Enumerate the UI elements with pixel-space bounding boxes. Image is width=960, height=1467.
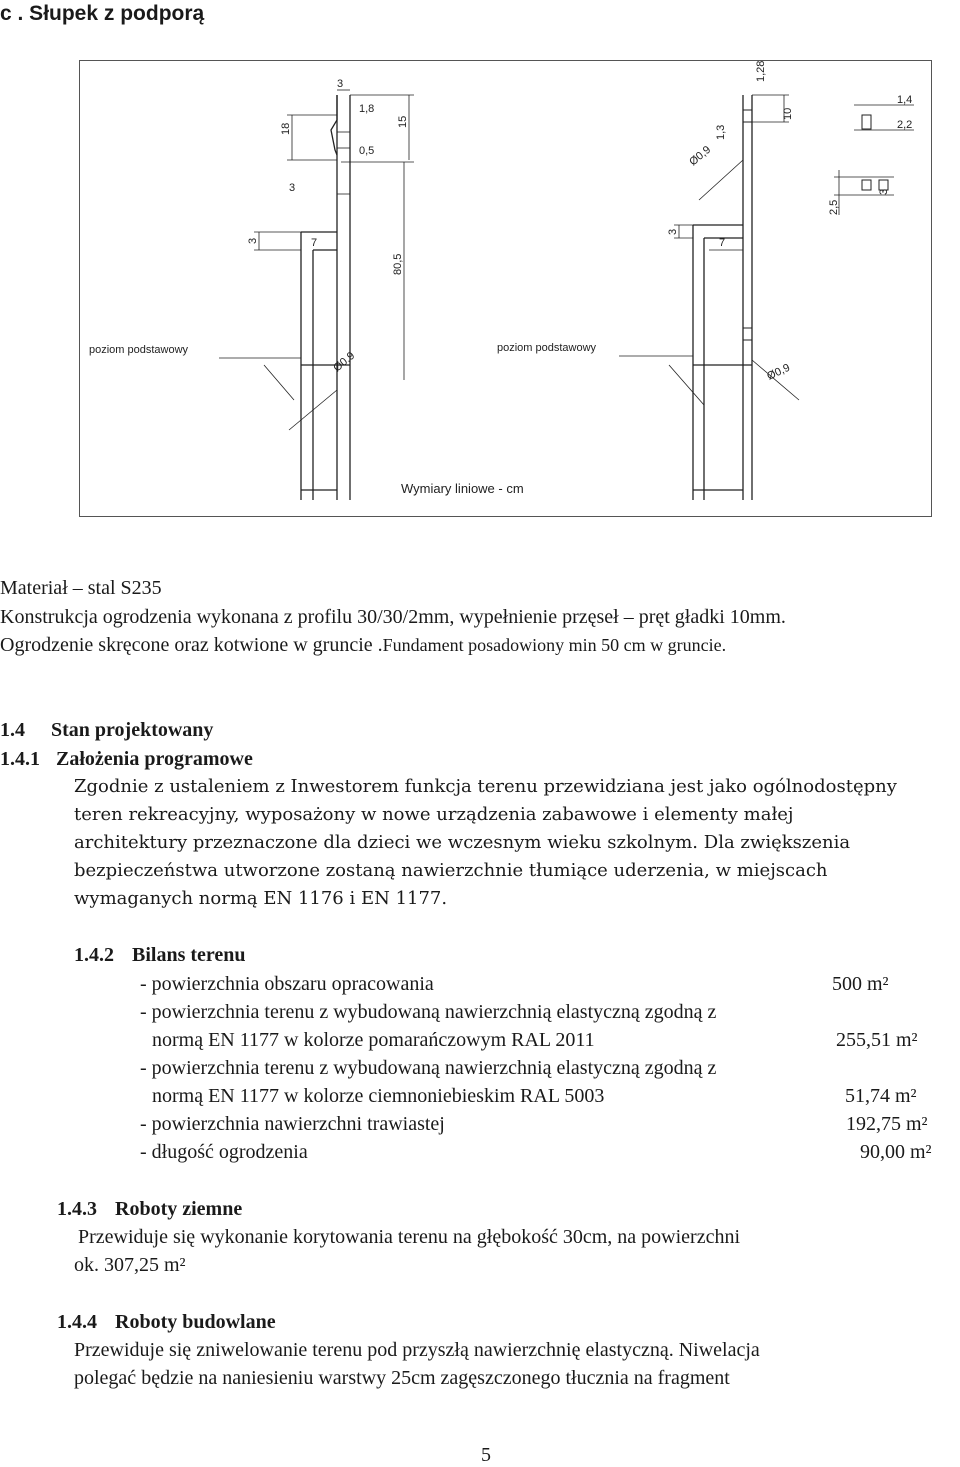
- balance-row: - powierzchnia terenu z wybudowaną nawierzchnią elastyczną zgodną z: [140, 1001, 717, 1023]
- dim-label: 0,5: [359, 145, 375, 157]
- paragraph-line: teren rekreacyjny, wyposażony w nowe urządzenia zabawowe i elementy małej: [74, 804, 794, 825]
- balance-value: 192,75 m²: [846, 1113, 928, 1135]
- paragraph-part: architektury przeznaczone dla dzieci we wczesnym wieku szkolnym.: [74, 832, 699, 853]
- dim-label: 1,8: [359, 103, 375, 115]
- balance-row: - powierzchnia terenu z wybudowaną nawierzchnią elastyczną zgodną z: [140, 1057, 717, 1079]
- paragraph-line: Zgodnie z ustaleniem z Inwestorem funkcja terenu przewidziana jest jako ogólnodostępny: [74, 776, 897, 797]
- section-title: Stan projektowany: [51, 719, 214, 741]
- paragraph-line: [74, 832, 850, 853]
- section-1-4-4: [57, 1311, 276, 1334]
- balance-row: normą EN 1177 w kolorze ciemnoniebieskim RAL 5003: [152, 1085, 605, 1107]
- section-number: 1.4: [0, 719, 25, 741]
- balance-row: normą EN 1177 w kolorze pomarańczowym RAL 2011: [152, 1029, 595, 1051]
- section-1-4: [0, 719, 213, 742]
- balance-row: - długość ogrodzenia: [140, 1141, 308, 1163]
- dim-label: 2,5: [828, 199, 840, 215]
- section-title: Założenia programowe: [56, 748, 253, 770]
- balance-value: 90,00 m²: [860, 1141, 932, 1163]
- dim-label: 2,2: [897, 119, 913, 131]
- dim-label: Ø0,9: [331, 349, 358, 375]
- material-line-a: Ogrodzenie skręcone oraz kotwione w gruncie .: [0, 634, 383, 656]
- section-title: Bilans terenu: [132, 944, 246, 966]
- section-1-4-3: [57, 1198, 242, 1221]
- material-line: Konstrukcja ogrodzenia wykonana z profilu 30/30/2mm, wypełnienie przęseł – pręt gładki 10mm.: [0, 606, 786, 628]
- material-line: Materiał – stal S235: [0, 577, 162, 599]
- dim-label: 18: [280, 122, 292, 135]
- drawing-caption: Wymiary liniowe - cm: [401, 481, 524, 496]
- dim-label: 1,4: [897, 94, 913, 106]
- paragraph-part: Dla zwiększenia: [703, 832, 851, 853]
- balance-value: 500 m²: [832, 973, 889, 995]
- dim-label: Ø0,9: [687, 143, 714, 169]
- dim-label: 15: [397, 115, 409, 128]
- post-drawing-svg: [79, 60, 932, 517]
- balance-value: 51,74 m²: [845, 1085, 917, 1107]
- material-line: [0, 634, 726, 657]
- dim-label: Ø0,9: [765, 361, 792, 383]
- dim-label: 3: [337, 78, 344, 90]
- section-number: 1.4.3: [57, 1198, 97, 1220]
- dim-label: 3: [247, 237, 259, 244]
- section-number: 1.4.1: [0, 748, 40, 770]
- material-line-b: Fundament posadowiony min 50 cm w gruncie.: [382, 635, 727, 655]
- paragraph-line: bezpieczeństwa utworzone zostaną nawierzchnie tłumiące uderzenia, w miejscach: [74, 860, 828, 881]
- paragraph-line: Przewiduje się zniwelowanie terenu pod przyszłą nawierzchnię elastyczną. Niwelacja: [74, 1339, 760, 1361]
- paragraph-line: wymaganych normą EN 1176 i EN 1177.: [74, 888, 448, 909]
- paragraph-line: ok. 307,25 m²: [74, 1254, 186, 1276]
- section-number: 1.4.4: [57, 1311, 97, 1333]
- dim-label: 1,28: [755, 60, 767, 82]
- dim-label: 7: [719, 237, 726, 249]
- section-1-4-1: [0, 748, 253, 771]
- balance-value: 255,51 m²: [836, 1029, 918, 1051]
- dim-label: 3: [667, 228, 679, 235]
- section-number: 1.4.2: [74, 944, 114, 966]
- section-title: Roboty budowlane: [115, 1311, 276, 1333]
- section-title: Roboty ziemne: [115, 1198, 243, 1220]
- section-heading: c . Słupek z podporą: [0, 2, 205, 25]
- dim-label: 10: [782, 107, 794, 120]
- level-label-left: poziom podstawowy: [89, 344, 189, 356]
- paragraph-line: Przewiduje się wykonanie korytowania terenu na głębokość 30cm, na powierzchni: [78, 1226, 741, 1248]
- dim-label: 7: [311, 237, 318, 249]
- level-label-right: poziom podstawowy: [497, 342, 597, 354]
- balance-row: - powierzchnia nawierzchni trawiastej: [140, 1113, 445, 1135]
- balance-row: - powierzchnia obszaru opracowania: [140, 973, 434, 995]
- dim-label: 3: [878, 188, 890, 195]
- dim-label: 3: [289, 182, 296, 194]
- page-number: 5: [481, 1444, 491, 1466]
- post-drawing: [79, 60, 932, 517]
- paragraph-line: polegać będzie na naniesieniu warstwy 25cm zagęszczonego tłucznia na fragment: [74, 1367, 730, 1389]
- dim-label: 80,5: [392, 253, 404, 275]
- dim-label: 1,3: [715, 124, 727, 140]
- section-1-4-2: [74, 944, 246, 967]
